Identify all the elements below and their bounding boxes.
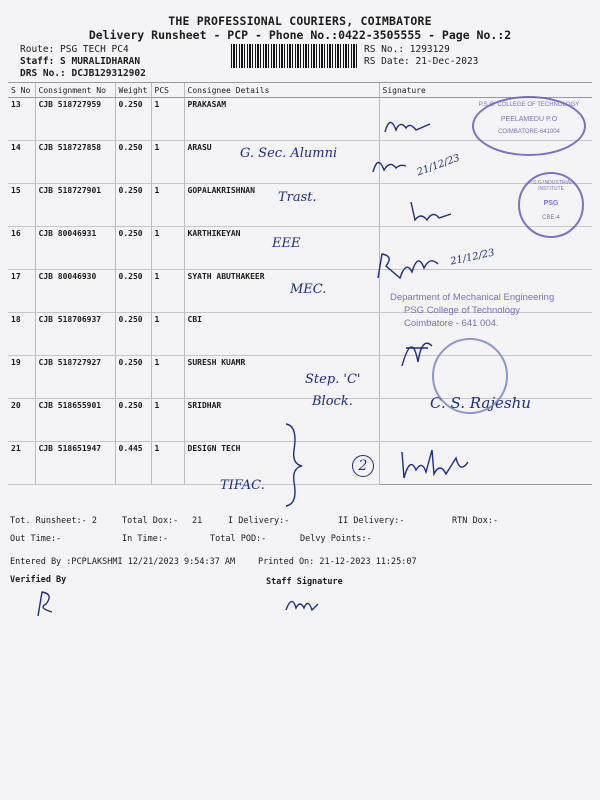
mech-dept-stamp-line1: Department of Mechanical Engineering — [390, 292, 555, 303]
cell-pcs: 1 — [151, 442, 184, 485]
cell-consignee: ARASU — [184, 141, 379, 184]
cell-pcs: 1 — [151, 356, 184, 399]
handwriting-row14-date: 21/12/23 — [415, 152, 462, 179]
cell-consignment: CJB 518706937 — [35, 313, 115, 356]
col-sno: S No — [8, 83, 35, 98]
col-consignment: Consignment No — [35, 83, 115, 98]
cell-sno: 18 — [8, 313, 35, 356]
stamp2-line3: CBE-4 — [542, 215, 560, 221]
cell-weight: 0.250 — [115, 184, 151, 227]
cell-pcs: 1 — [151, 313, 184, 356]
total-dox-label: Total Dox:- — [122, 516, 179, 526]
verified-by-label: Verified By — [10, 575, 67, 585]
tot-runsheet: Tot. Runsheet:- 2 — [10, 516, 97, 526]
staff-signature-mark — [282, 590, 322, 618]
cell-weight: 0.250 — [115, 356, 151, 399]
out-time: Out Time:- — [10, 534, 62, 544]
staff-signature-label: Staff Signature — [266, 577, 343, 587]
total-dox-value: 21 — [192, 516, 203, 526]
cell-sno: 14 — [8, 141, 35, 184]
rtn-dox: RTN Dox:- — [452, 516, 499, 526]
handwriting-row21-circle: 2 — [352, 455, 374, 477]
handwriting-row16: EEE — [272, 236, 301, 251]
company-title: THE PROFESSIONAL COURIERS, COIMBATORE — [168, 14, 432, 28]
cell-pcs: 1 — [151, 227, 184, 270]
cell-consignee: GOPALAKRISHNAN — [184, 184, 379, 227]
col-consignee: Consignee Details — [184, 83, 379, 98]
cell-sno: 16 — [8, 227, 35, 270]
stamp1-line3: COIMBATORE-641004 — [498, 129, 560, 135]
rs-date: RS Date: 21-Dec-2023 — [364, 56, 479, 67]
cell-sno: 19 — [8, 356, 35, 399]
stamp1-line1: P.S.G. COLLEGE OF TECHNOLOGY — [478, 102, 580, 108]
cell-pcs: 1 — [151, 184, 184, 227]
in-time: In Time:- — [122, 534, 169, 544]
signature-row21 — [396, 444, 476, 484]
handwriting-row19-signature: C. S. Rajeshu — [430, 394, 531, 412]
cell-weight: 0.445 — [115, 442, 151, 485]
cell-consignee: SRIDHAR — [184, 399, 379, 442]
stamp2-line2: PSG — [543, 200, 559, 207]
cell-consignment: CJB 518655901 — [35, 399, 115, 442]
cell-consignee: PRAKASAM — [184, 98, 379, 141]
cell-sno: 15 — [8, 184, 35, 227]
brace-rows20-21 — [280, 420, 310, 510]
cell-consignee: CBI — [184, 313, 379, 356]
handwriting-row14: G. Sec. Alumni — [240, 146, 338, 161]
table-header-row — [8, 83, 592, 98]
col-pcs: PCS — [151, 83, 184, 98]
signature-row15 — [405, 198, 455, 228]
cell-pcs: 1 — [151, 141, 184, 184]
bank-round-stamp — [432, 338, 508, 414]
printed-on: Printed On: 21-12-2023 11:25:07 — [258, 557, 417, 567]
handwriting-row15: Trast. — [278, 190, 317, 205]
cell-consignment: CJB 518727927 — [35, 356, 115, 399]
ii-delivery: II Delivery:- — [338, 516, 405, 526]
route-label: Route: PSG TECH PC4 — [20, 44, 129, 55]
cell-sno: 21 — [8, 442, 35, 485]
cell-pcs: 1 — [151, 270, 184, 313]
cell-weight: 0.250 — [115, 270, 151, 313]
drs-number: DRS No.: DCJB129312902 — [20, 68, 146, 79]
delvy-points: Delvy Points:- — [300, 534, 372, 544]
cell-consignment: CJB 518727901 — [35, 184, 115, 227]
handwriting-row16-date: 21/12/23 — [449, 247, 496, 268]
cell-consignment: CJB 518727959 — [35, 98, 115, 141]
handwriting-row17: MEC. — [290, 282, 327, 297]
cell-sno: 20 — [8, 399, 35, 442]
cell-consignment: CJB 80046931 — [35, 227, 115, 270]
cell-sno: 17 — [8, 270, 35, 313]
handwriting-row19a: Step. 'C' — [305, 372, 361, 387]
signature-row14 — [370, 150, 410, 180]
cell-consignee: DESIGN TECH — [184, 442, 379, 485]
entered-by: Entered By :PCPLAKSHMI 12/21/2023 9:54:37 AM — [10, 557, 236, 567]
cell-consignment: CJB 518651947 — [35, 442, 115, 485]
i-delivery: I Delivery:- — [228, 516, 290, 526]
staff-label: Staff: S MURALIDHARAN — [20, 56, 141, 67]
cell-weight: 0.250 — [115, 141, 151, 184]
col-weight: Weight — [115, 83, 151, 98]
stamp2-line1: P.S.G INDUSTRIAL INSTITUTE — [529, 180, 573, 192]
verified-signature — [28, 588, 58, 618]
cell-consignee: KARTHIKEYAN — [184, 227, 379, 270]
total-pod: Total POD:- — [210, 534, 267, 544]
cell-consignment: CJB 518727858 — [35, 141, 115, 184]
runsheet-subtitle: Delivery Runsheet - PCP - Phone No.:0422-3505555 - Page No.:2 — [88, 28, 512, 42]
cell-consignee: SYATH ABUTHAKEER — [184, 270, 379, 313]
cell-weight: 0.250 — [115, 399, 151, 442]
handwriting-row21: TIFAC. — [220, 478, 265, 493]
cell-weight: 0.250 — [115, 227, 151, 270]
rs-number: RS No.: 1293129 — [364, 44, 450, 55]
signature-row16 — [372, 248, 452, 284]
mech-dept-stamp-line3: Coimbatore - 641 004. — [404, 318, 499, 329]
cell-sno: 13 — [8, 98, 35, 141]
handwriting-row19b: Block. — [312, 394, 353, 409]
cell-consignee: SURESH KUAMR — [184, 356, 379, 399]
mech-dept-stamp-line2: PSG College of Technology — [404, 305, 521, 316]
cell-weight: 0.250 — [115, 313, 151, 356]
cell-pcs: 1 — [151, 98, 184, 141]
cell-weight: 0.250 — [115, 98, 151, 141]
cell-consignment: CJB 80046930 — [35, 270, 115, 313]
signature-row13 — [380, 112, 440, 142]
cell-pcs: 1 — [151, 399, 184, 442]
psg-college-stamp — [472, 96, 586, 156]
psg-industrial-stamp — [518, 172, 584, 238]
stamp1-line2: PEELAMEDU P.O — [500, 116, 558, 123]
col-signature: Signature — [379, 83, 592, 98]
barcode — [231, 44, 357, 68]
table-row — [8, 313, 592, 356]
